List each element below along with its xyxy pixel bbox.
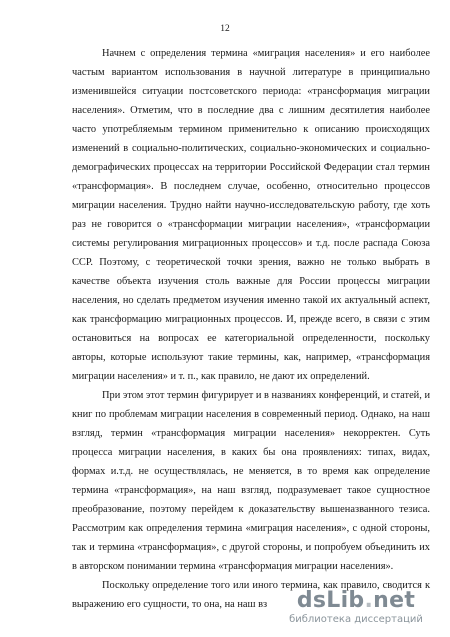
- document-body: [72, 44, 430, 614]
- paragraph-2: При этом этот термин фигурирует и в названиях конференций, и статей, и книг по проблемам миграции населения в современный период. Однако, на наш взгляд, термин «трансформация миграции населения» некорректен. Суть процесса миграции населения, в каких бы она проявлениях: типах, видах, формах и.т.д. не осуществлялась, не меняется, в то время как определение термина «трансформация», на наш взгляд, подразумевает такое сущностное преобразование, поэтому перейдем к доказательству вышеназванного тезиса. Рассмотрим как определения термина «миграция населения», с одной стороны, так и термина «трансформация», с другой стороны, и попробуем объединить их в авторском понимании термина «трансформация миграции населения».: [72, 390, 430, 572]
- watermark-logo: dsLib.net: [296, 588, 416, 613]
- paragraph-3: Поскольку определение того или иного термина, как правило, сводится к выражению его сущности, то она, на наш вз: [72, 580, 430, 610]
- watermark: [272, 589, 440, 629]
- page-number: 12: [220, 24, 230, 34]
- watermark-subtitle: библиотека диссертаций: [289, 614, 423, 625]
- paragraph-1: Начнем с определения термина «миграция населения» и его наиболее частым вариантом использования в научной литературе в принципиально изменившейся ситуации постсоветского периода: «трансформация миграции населения». Отметим, что в последние два с лишним десятилетия наиболее часто употребляемым термином применительно к описанию происходящих изменений в социально-политических, социально-экономических и социально-демографических процессах на территории Российской Федерации стал термин «трансформация». В последнем случае, особенно, относительно процессов миграции населения. Трудно найти научно-исследовательскую работу, где хоть раз не говорится о «трансформации миграции населения», «трансформации системы регулирования миграционных процессов» и т.д. после распада Союза ССР. Поэтому, с теоретической точки зрения, важно не только выбрать в качестве объекта изучения столь важные для России процессы миграции населения, но сделать предметом изучения именно такой их актуальный аспект, как трансформацию миграционных процессов. И, прежде всего, в связи с этим остановиться на вопросах ее категориальной определенности, поскольку авторы, которые используют такие термины, как, например, «трансформация миграции населения» и т. п., как правило, не дают их определений.: [72, 48, 430, 382]
